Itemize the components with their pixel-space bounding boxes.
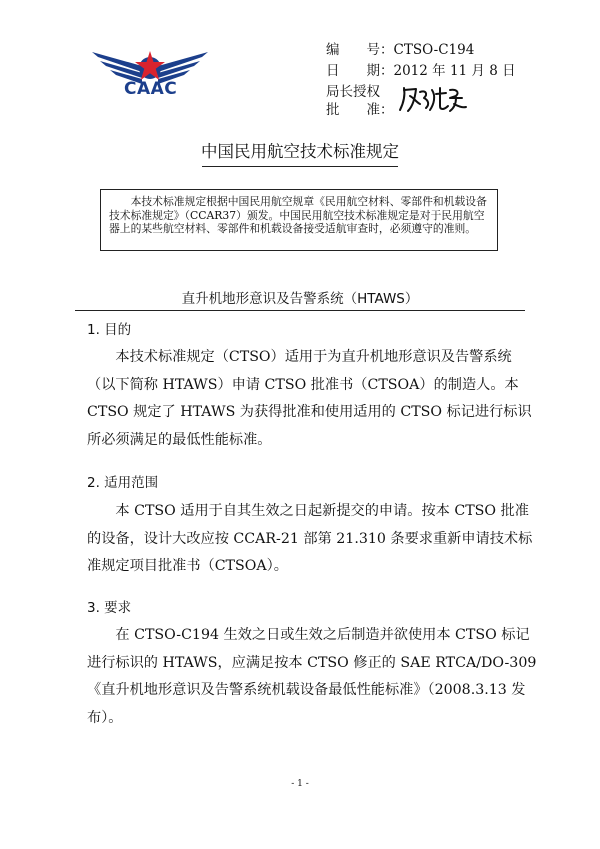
- paragraph-line: 所必须满足的最低性能标准。: [87, 431, 272, 448]
- notice-box: [100, 189, 498, 251]
- doc-code-label: 编 号：: [326, 42, 394, 58]
- paragraph-line: （以下简称 HTAWS）申请 CTSO 批准书（CTSOA）的制造人。本: [87, 376, 519, 393]
- paragraph-line: 本 CTSO 适用于自其生效之日起新提交的申请。按本 CTSO 批准: [115, 503, 529, 519]
- paragraph-line: CTSO 规定了 HTAWS 为获得批准和使用适用的 CTSO 标记进行标识: [87, 404, 532, 420]
- standard-title-rule: [75, 310, 525, 311]
- paragraph-line: 布）。: [87, 709, 123, 726]
- section-heading-requirements: 3. 要求: [87, 600, 132, 616]
- section-body-scope: [87, 498, 533, 581]
- approval-label: 批 准：: [326, 102, 394, 118]
- paragraph-line: 在 CTSO-C194 生效之日或生效之后制造并欲使用本 CTSO 标记: [115, 627, 530, 643]
- paragraph-line: 准规定项目批准书（CTSOA）。: [87, 558, 288, 574]
- doc-date-row: [326, 61, 516, 81]
- standard-title: 直升机地形意识及告警系统（HTAWS）: [181, 291, 419, 307]
- paragraph-line: 本技术标准规定（CTSO）适用于为直升机地形意识及告警系统: [115, 349, 512, 365]
- authorization-label: 局长授权: [326, 84, 380, 100]
- paragraph-line: 进行标识的 HTAWS，应满足按本 CTSO 修正的 SAE RTCA/DO-309: [87, 654, 537, 671]
- section-heading-purpose: 1. 目的: [87, 322, 132, 338]
- paragraph-line: 《直升机地形意识及告警系统机载设备最低性能标准》（2008.3.13 发: [87, 682, 526, 698]
- doc-code-row: [326, 40, 474, 60]
- title-underline: [202, 166, 398, 167]
- doc-code-value: CTSO-C194: [393, 42, 475, 58]
- page-number: - 1 -: [291, 779, 309, 789]
- section-body-purpose: [87, 344, 532, 454]
- section-heading-scope: 2. 适用范围: [87, 475, 159, 491]
- notice-text: 本技术标准规定根据中国民用航空规章《民用航空材料、零部件和机载设备技术标准规定》（CCAR37）颁发。中国民用航空技术标准规定是对于民用航空器上的某些航空材料、零部件和机载设备接受适航审查时，必须遵守的准则。: [109, 195, 487, 236]
- document-title: 中国民用航空技术标准规定: [201, 142, 399, 161]
- doc-date-value: 2012 年 11 月 8 日: [393, 63, 516, 79]
- handwritten-signature: [396, 84, 468, 114]
- logo-wordmark: CAAC: [124, 79, 178, 99]
- doc-date-label: 日 期：: [326, 63, 394, 79]
- section-body-requirements: [87, 622, 537, 732]
- paragraph-line: 的设备，设计大改应按 CCAR-21 部第 21.310 条要求重新申请技术标: [87, 530, 533, 547]
